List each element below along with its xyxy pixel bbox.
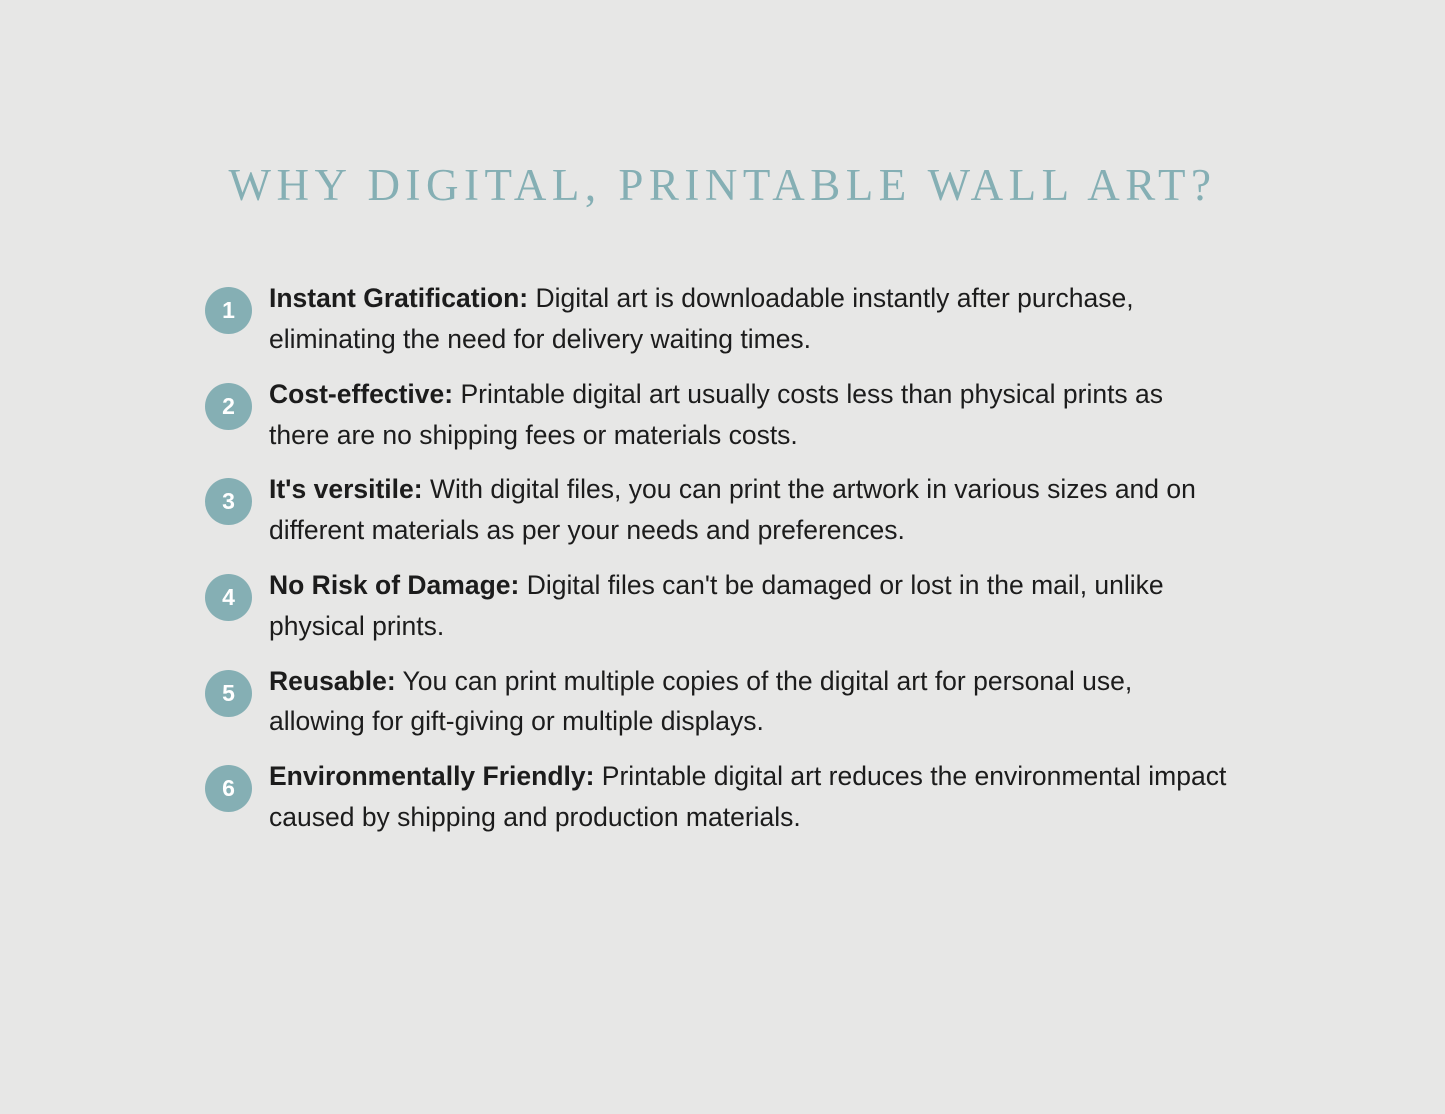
list-item-body: Printable digital art usually costs less than physical prints as there are no shipping fees or materials costs. [269,378,1164,450]
document-page [0,30,1445,1114]
list-item [205,756,1235,838]
item-number-badge: 4 [205,574,252,621]
item-number-badge: 5 [205,670,252,717]
item-number-badge: 1 [205,287,252,334]
item-number-badge: 3 [205,478,252,525]
list-item [205,565,1235,647]
list-item-lead: It's versitile: [269,474,423,505]
list-item [205,469,1235,551]
list-item-lead: Reusable: [269,665,396,696]
list-item-text [269,565,1229,647]
list-item-lead: Environmentally Friendly: [269,761,595,792]
list-item-lead: Cost-effective: [269,378,454,409]
benefits-list [205,278,1235,838]
page-title: WHY DIGITAL, PRINTABLE WALL ART? [228,160,1217,211]
list-item-body: With digital files, you can print the artwork in various sizes and on different materials as per your needs and preferences. [269,474,1196,546]
list-item-text [269,756,1229,838]
list-item-body: Printable digital art reduces the environmental impact caused by shipping and production materials. [269,761,1227,832]
list-item [205,661,1235,743]
list-item [205,374,1235,456]
list-item-lead: Instant Gratification: [269,283,529,314]
list-item-text [269,278,1229,360]
item-number-badge: 2 [205,383,252,430]
item-number-badge: 6 [205,765,252,812]
list-item-body: Digital art is downloadable instantly after purchase, eliminating the need for delivery waiting times. [269,283,1134,354]
list-item-text [269,661,1229,743]
list-item-body: Digital files can't be damaged or lost in the mail, unlike physical prints. [269,569,1164,641]
list-item-lead: No Risk of Damage: [269,569,520,600]
list-item-body: You can print multiple copies of the digital art for personal use, allowing for gift-giving or multiple displays. [269,665,1133,737]
list-item [205,278,1235,360]
list-item-text [269,469,1229,551]
list-item-text [269,374,1229,456]
